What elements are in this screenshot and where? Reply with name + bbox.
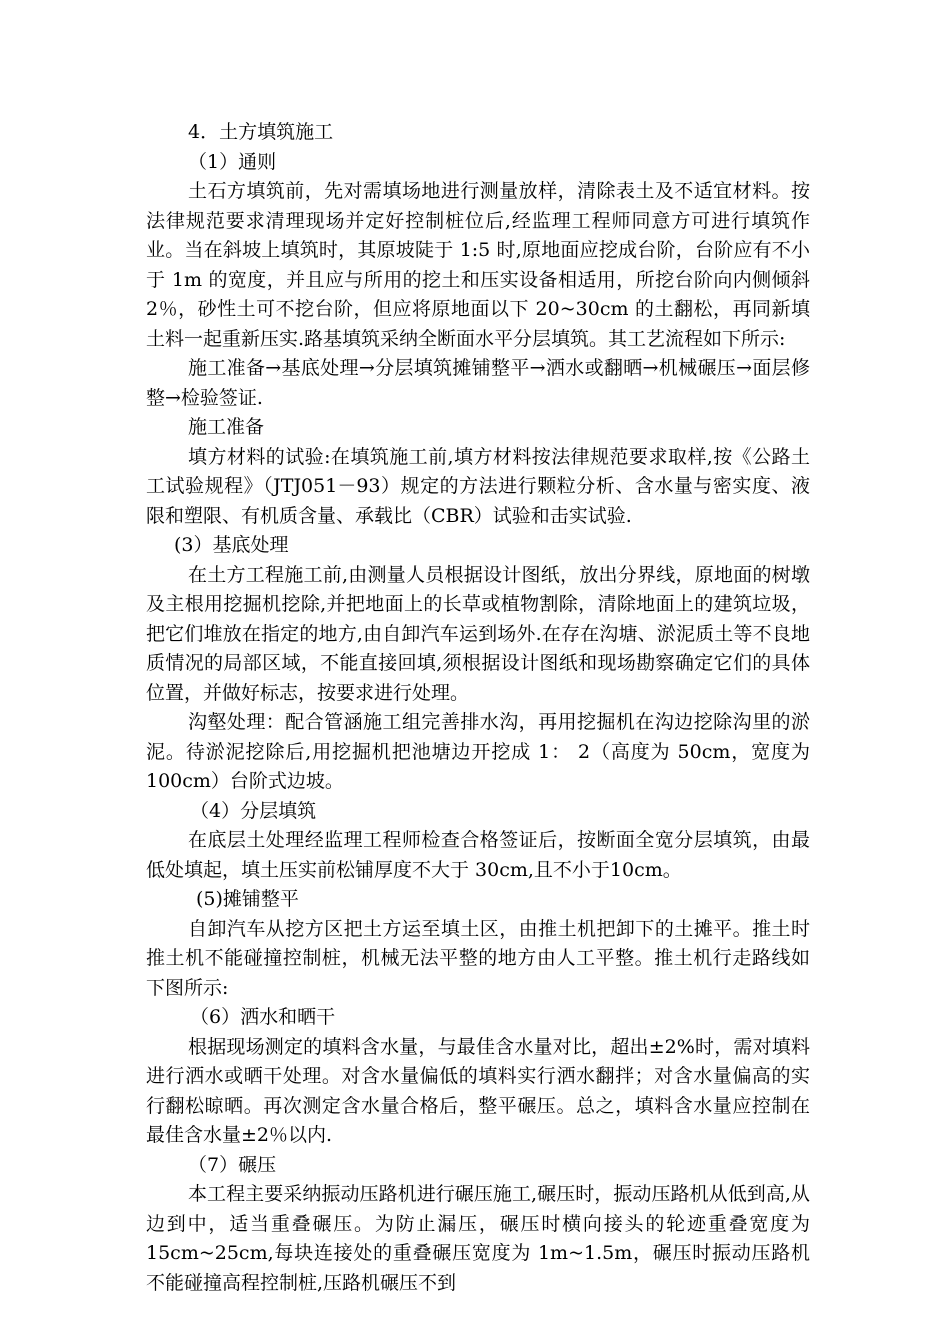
paragraph: 沟壑处理：配合管涵施工组完善排水沟，再用挖掘机在沟边挖除沟里的淤泥。待淤泥挖除后,用挖掘机把池塘边开挖成 1： 2（高度为 50cm，宽度为 100cm）台阶式边坡。 — [146, 711, 810, 792]
paragraph: 土石方填筑前，先对需填场地进行测量放样，清除表土及不适宜材料。按法律规范要求清理现场并定好控制桩位后,经监理工程师同意方可进行填筑作业。当在斜坡上填筑时，其原坡陡于 1:5 时,原地面应挖成台阶，台阶应有不小于 1m 的宽度，并且应与所用的挖土和压实设备相适用，所挖台阶向内侧倾斜 2％，砂性土可不挖台阶，但应将原地面以下 20~30cm 的土翻松，再同新填土料一起重新压实.路基填筑采纳全断面水平分层填筑。其工艺流程如下所示: — [146, 180, 810, 350]
paragraph: 填方材料的试验:在填筑施工前,填方材料按法律规范要求取样,按《公路土工试验规程》（JTJ051－93）规定的方法进行颗粒分析、含水量与密实度、液限和塑限、有机质含量、承载比（CBR）试验和击实试验. — [146, 445, 810, 527]
paragraph: 在土方工程施工前,由测量人员根据设计图纸，放出分界线，原地面的树墩及主根用挖掘机挖除,并把地面上的长草或植物割除，清除地面上的建筑垃圾，把它们堆放在指定的地方,由自卸汽车运到场外.在存在沟塘、淤泥质土等不良地质情况的局部区域，不能直接回填,须根据设计图纸和现场勘察确定它们的具体位置，并做好标志，按要求进行处理。 — [146, 563, 810, 704]
subsection-heading: （6）洒水和晒干 — [190, 1006, 336, 1028]
section-heading: 4．土方填筑施工 — [188, 121, 334, 143]
subsection-heading: （4）分层填筑 — [190, 799, 317, 822]
subsection-heading: 施工准备 — [188, 416, 265, 438]
subsection-heading: （7）碾压 — [188, 1153, 277, 1176]
subsection-heading: (5)摊铺整平 — [196, 888, 299, 910]
paragraph: 施工准备→基底处理→分层填筑摊铺整平→洒水或翻晒→机械碾压→面层修整→检验签证. — [146, 357, 810, 409]
subsection-heading: （1）通则 — [188, 150, 277, 173]
subsection-heading: (3）基底处理 — [174, 534, 289, 556]
paragraph: 在底层土处理经监理工程师检查合格签证后，按断面全宽分层填筑，由最低处填起，填土压实前松铺厚度不大于 30cm,且不小于10cm。 — [146, 829, 810, 881]
paragraph: 本工程主要采纳振动压路机进行碾压施工,碾压时，振动压路机从低到高,从边到中，适当重叠碾压。为防止漏压，碾压时横向接头的轮迹重叠宽度为 15cm~25cm,每块连接处的重叠碾压宽度为 1m~1.5m，碾压时振动压路机不能碰撞高程控制桩,压路机碾压不到 — [146, 1183, 810, 1294]
document-body — [146, 118, 810, 1298]
paragraph: 自卸汽车从挖方区把土方运至填土区，由推土机把卸下的土摊平。推土时推土机不能碰撞控制桩，机械无法平整的地方由人工平整。推土机行走路线如下图所示: — [146, 917, 810, 999]
paragraph: 根据现场测定的填料含水量，与最佳含水量对比，超出±2%时，需对填料进行洒水或晒干处理。对含水量偏低的填料实行洒水翻拌；对含水量偏高的实行翻松晾晒。再次测定含水量合格后，整平碾压。总之，填料含水量应控制在最佳含水量±2％以内. — [146, 1035, 810, 1146]
